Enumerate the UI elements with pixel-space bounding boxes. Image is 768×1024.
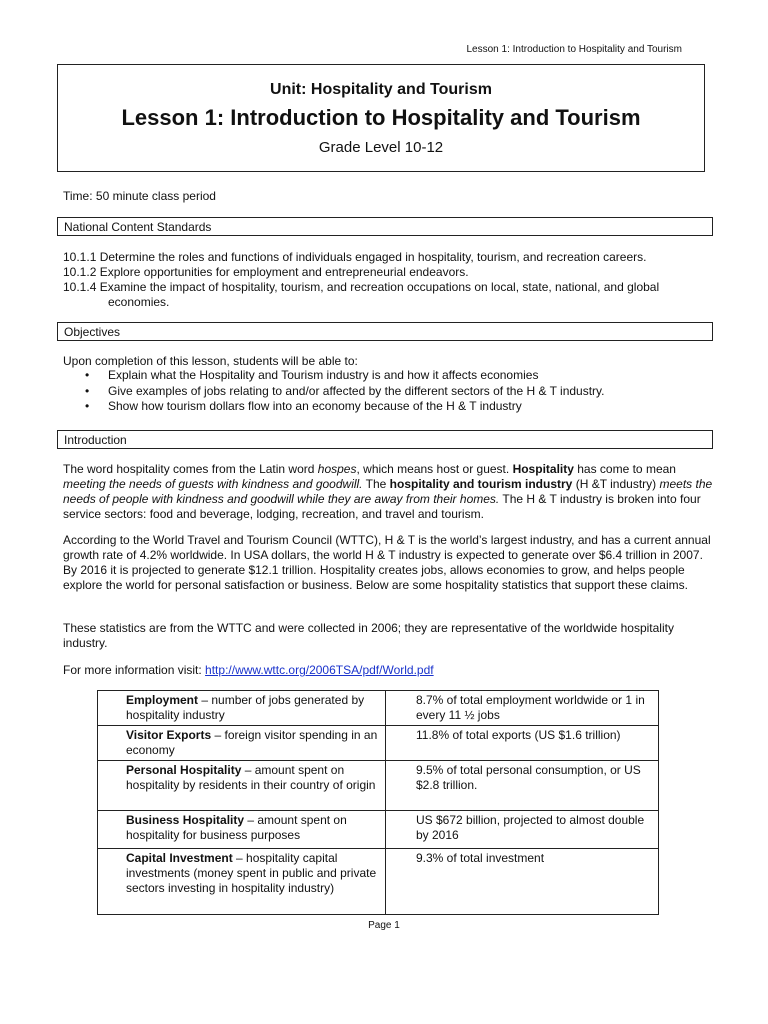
- unit-title: Unit: Hospitality and Tourism: [270, 81, 492, 98]
- stat-value: 11.8% of total exports (US $1.6 trillion): [386, 726, 659, 761]
- objectives-list: [63, 368, 605, 415]
- table-row: [98, 811, 659, 849]
- section-heading-introduction: Introduction: [57, 430, 713, 449]
- table-row: [98, 726, 659, 761]
- stat-value: 8.7% of total employment worldwide or 1 in every 11 ½ jobs: [386, 691, 659, 726]
- list-item: [63, 384, 605, 400]
- intro-paragraph-3: These statistics are from the WTTC and were collected in 2006; they are representative of the worldwide hospitality industry.: [63, 621, 674, 650]
- list-item: [63, 399, 605, 415]
- list-item: [63, 368, 605, 384]
- lesson-title: Lesson 1: Introduction to Hospitality and Tourism: [121, 105, 641, 130]
- wttc-link[interactable]: http://www.wttc.org/2006TSA/pdf/World.pdf: [205, 663, 434, 677]
- table-row: [98, 761, 659, 811]
- running-header: Lesson 1: Introduction to Hospitality and Tourism: [466, 44, 682, 55]
- stat-value: 9.5% of total personal consumption, or US $2.8 trillion.: [386, 761, 659, 811]
- standard-item: 10.1.2 Explore opportunities for employment and entrepreneurial endeavors.: [63, 265, 469, 279]
- stat-label: Employment – number of jobs generated by hospitality industry: [98, 691, 386, 726]
- bullet-icon: •: [85, 368, 90, 382]
- bullet-icon: •: [85, 383, 90, 398]
- section-heading-objectives: Objectives: [57, 322, 713, 341]
- stat-label: Personal Hospitality – amount spent on hospitality by residents in their country of origin: [98, 761, 386, 811]
- stat-label: Capital Investment – hospitality capital investments (money spent in public and private sectors investing in hospitality industry): [98, 849, 386, 915]
- bullet-icon: •: [85, 399, 90, 413]
- standard-item-continuation: economies.: [108, 295, 170, 309]
- more-info-line: For more information visit: http://www.wttc.org/2006TSA/pdf/World.pdf: [63, 663, 434, 677]
- table-row: [98, 691, 659, 726]
- statistics-table: [97, 690, 659, 915]
- objective-text: Explain what the Hospitality and Tourism industry is and how it affects economies: [108, 368, 539, 382]
- objective-text: Give examples of jobs relating to and/or affected by the different sectors of the H & T industry.: [108, 383, 605, 398]
- section-heading-standards: National Content Standards: [57, 217, 713, 236]
- intro-paragraph-2: According to the World Travel and Tourism Council (WTTC), H & T is the world’s largest industry, and has a current annual growth rate of 4.2% worldwide. In USA dollars, the world H & T industry is expected to generate over $6.4 trillion in 2007. By 2016 it is projected to generate $12.1 trillion. Hospitality creates jobs, allows economies to grow, and helps people explore the world for personal satisfaction or business. Below are some hospitality statistics that support these claims.: [63, 533, 711, 592]
- title-box: [57, 64, 705, 172]
- intro-paragraph-1: The word hospitality comes from the Latin word hospes, which means host or guest. Hospitality has come to mean meeting the needs of guests with kindness and goodwill. The hospitality and tourism industry (H &T industry) meets the needs of people with kindness and goodwill while they are away from their homes. The H & T industry is broken into four service sectors: food and beverage, lodging, recreation, and travel and tourism.: [63, 462, 713, 521]
- stat-value: US $672 billion, projected to almost double by 2016: [386, 811, 659, 849]
- stat-label: Visitor Exports – foreign visitor spending in an economy: [98, 726, 386, 761]
- grade-level: Grade Level 10-12: [318, 139, 444, 156]
- standard-item: 10.1.1 Determine the roles and functions of individuals engaged in hospitality, tourism, and recreation careers.: [63, 250, 647, 264]
- objective-text: Show how tourism dollars flow into an economy because of the H & T industry: [108, 399, 522, 413]
- standards-list: [63, 250, 713, 310]
- standard-item: 10.1.4 Examine the impact of hospitality, tourism, and recreation occupations on local, state, national, and global: [63, 280, 660, 294]
- class-time: Time: 50 minute class period: [63, 189, 216, 203]
- table-row: [98, 849, 659, 915]
- stat-value: 9.3% of total investment: [386, 849, 659, 915]
- stat-label: Business Hospitality – amount spent on hospitality for business purposes: [98, 811, 386, 849]
- objectives-intro: Upon completion of this lesson, students will be able to:: [63, 354, 358, 368]
- page-number: Page 1: [368, 920, 400, 931]
